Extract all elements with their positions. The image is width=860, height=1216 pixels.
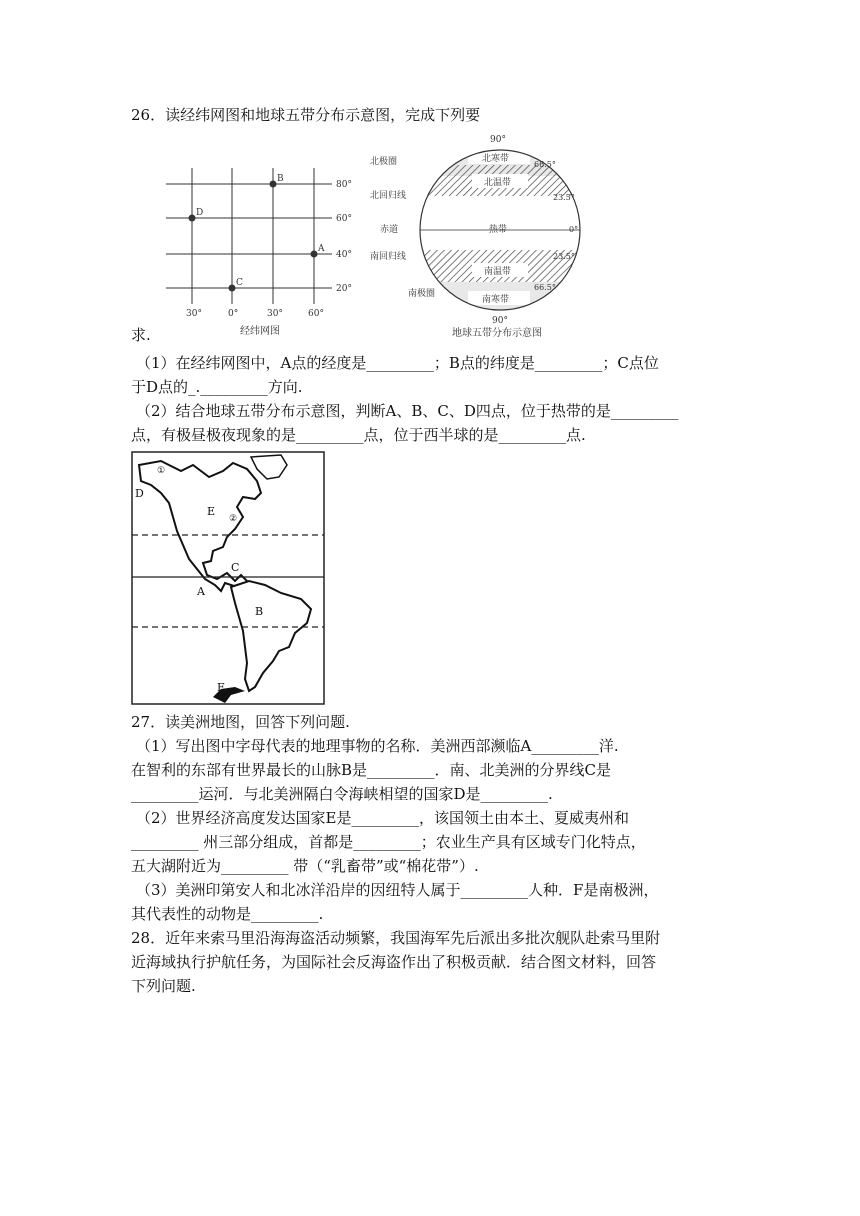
south-temperate-zone: 南温带 [484, 267, 512, 277]
point-b [270, 181, 277, 188]
q26-part1-line1: （1）在经纬网图中，A点的经度是_________；B点的纬度是_________；C点位 [136, 354, 659, 372]
tropical-zone: 热带 [489, 225, 508, 235]
arctic-circle-label: 北极圈 [370, 157, 398, 167]
q26-part1-line2: 于D点的_._________方向. [131, 378, 303, 396]
q27-part1-line1: （1）写出图中字母代表的地理事物的名称．美洲西部濒临A_________洋. [136, 737, 619, 755]
q27-part1-line2: 在智利的东部有世界最长的山脉B是_________．南、北美洲的分界线C是 [131, 761, 612, 779]
lat-label-60: 60° [336, 214, 352, 224]
label-circle-1: ① [157, 466, 166, 476]
tropic-capricorn-label: 南回归线 [370, 252, 407, 262]
point-c-label: C [236, 278, 243, 288]
label-a: A [197, 585, 205, 598]
south-frigid-zone: 南寒带 [482, 295, 510, 305]
americas-map [131, 451, 325, 705]
q27-part1-line3: _________运河．与北美洲隔白令海峡相望的国家D是_________. [131, 785, 553, 803]
north-frigid-zone: 北寒带 [482, 154, 510, 164]
zones-bottom-label: 90° [492, 316, 508, 326]
graticule-figure [160, 164, 366, 340]
deg-66-south: 66.5° [534, 283, 556, 292]
lon-label-60e: 60° [308, 309, 324, 319]
q27-part2-line2: _________ 州三部分组成，首都是_________；农业生产具有区域专门化特点， [131, 833, 646, 851]
q27-part2-line3: 五大湖附近为_________ 带（“乳畜带”或“棉花带”）. [131, 857, 479, 875]
q26-tail: 求. [131, 326, 151, 344]
antarctic-circle-label: 南极圈 [408, 289, 436, 299]
q26-part2-line1: （2）结合地球五带分布示意图，判断A、B、C、D四点，位于热带的是_________ [136, 402, 679, 420]
q27-part3-line2: 其代表性的动物是_________. [131, 905, 324, 923]
q28-line1: 28．近年来索马里沿海海盗活动频繁，我国海军先后派出多批次舰队赴索马里附 [131, 929, 661, 947]
deg-0: 0° [569, 225, 579, 234]
q27-part3-line1: （3）美洲印第安人和北冰洋沿岸的因纽特人属于_________人种．F是南极洲， [136, 881, 659, 899]
q27-intro: 27．读美洲地图，回答下列问题. [131, 713, 350, 731]
q28-line2: 近海域执行护航任务，为国际社会反海盗作出了积极贡献．结合图文材料，回答 [131, 953, 657, 971]
point-c [229, 285, 236, 292]
point-a-label: A [318, 244, 325, 254]
q26-part2-line2: 点，有极昼极夜现象的是_________点，位于西半球的是_________点. [131, 426, 586, 444]
point-d-label: D [196, 208, 204, 218]
deg-23-north: 23.5° [553, 193, 575, 202]
lat-label-20: 20° [336, 284, 352, 294]
point-d [189, 215, 196, 222]
label-e: E [207, 505, 216, 518]
tropic-cancer-label: 北回归线 [370, 191, 407, 201]
five-zones-figure [368, 128, 608, 340]
lon-label-30w: 30° [186, 309, 202, 319]
label-c: C [231, 561, 240, 574]
label-b: B [255, 605, 264, 618]
deg-66-north: 66.5° [534, 160, 556, 169]
q27-part2-line1: （2）世界经济高度发达国家E是_________，该国领土由本土、夏威夷州和 [136, 809, 629, 827]
label-d: D [135, 487, 144, 500]
graticule-caption: 经纬网图 [240, 326, 280, 337]
point-b-label: B [277, 174, 284, 184]
point-a [311, 251, 318, 258]
north-temperate-zone: 北温带 [484, 178, 512, 188]
lat-label-40: 40° [336, 250, 352, 260]
lon-label-0: 0° [228, 309, 239, 319]
lat-label-80: 80° [336, 180, 352, 190]
lon-label-30e: 30° [267, 309, 283, 319]
q26-intro: 26．读经纬网图和地球五带分布示意图，完成下列要 [131, 106, 481, 124]
zones-top-label: 90° [490, 135, 506, 145]
label-circle-2: ② [229, 514, 238, 524]
deg-23-south: 23.5° [553, 252, 575, 261]
equator-label: 赤道 [380, 225, 399, 235]
label-f: F [217, 681, 225, 694]
q28-line3: 下列问题. [131, 977, 196, 995]
zones-caption: 地球五带分布示意图 [452, 328, 542, 339]
